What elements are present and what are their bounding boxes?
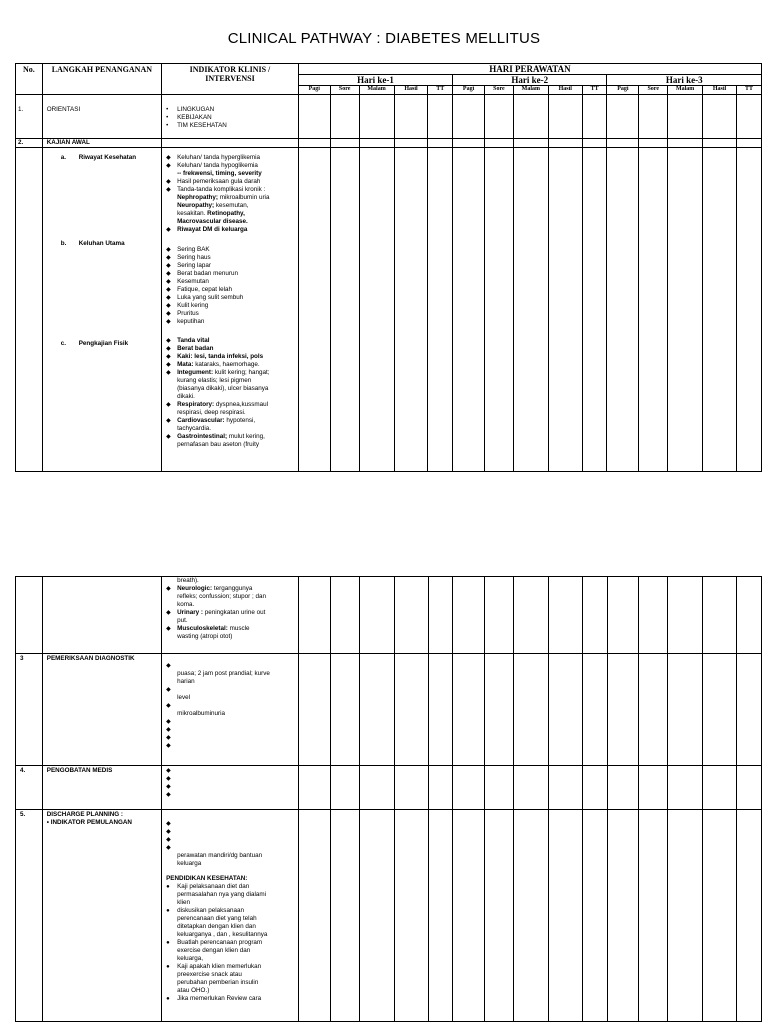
grid-cell: [359, 95, 394, 139]
grid-cell: [359, 810, 394, 1022]
grid-cell: [668, 148, 703, 472]
header-day-3: Hari ke-3: [607, 75, 762, 86]
grid-cell: [513, 766, 548, 810]
grid-cell: [607, 654, 639, 766]
row-number: 3: [16, 654, 43, 766]
grid-cell: [330, 577, 359, 654]
grid-cell: [428, 148, 453, 472]
grid-cell: [394, 95, 428, 139]
diamond-bullet-icon: ◆: [166, 776, 171, 782]
row-indicators: ◆ Keluhan/ tanda hyperglikemia ◆ Keluhan/ tanda hypoglikemia -- frekwensi, timing, severity ◆ Hasil pemeriksaan gula darah ◆ Tanda-tanda komplikasi kronik : Nephropathy; mikroalbumin uria Neuropathy; kesemutan, kesakitan. Retinopathy, Macrovascular disease. ◆ Riwayat DM di keluarga ◆ Sering BAK ◆ Sering haus ◆ Sering lapar ◆ Berat badan menurun ◆ Kesemutan ◆ Fatique, cepat lelah ◆ Luka yang sulit sembuh ◆ Kulit kering ◆ Pruritus ◆ keputihan ◆ Tanda vital ◆ Berat badan ◆ Kaki: lesi, tanda infeksi, pols ◆ Mata: kataraks, haemorhage. ◆ Integument: kulit kering; hangat; kurang elastis; lesi pigmen (biasanya dikaki), ulcer biasanya dikaki. ◆ Respiratory: dyspnea,kussmaul respirasi, deep respirasi. ◆ Cardiovascular: hypotensi, tachycardia. ◆ Gastrointestinal; mulut kering, pernafasan bau aseton (fruity: [162, 148, 299, 472]
grid-cell: [513, 139, 548, 148]
grid-cell: [513, 577, 548, 654]
diamond-bullet-icon: ◆: [166, 735, 171, 741]
grid-cell: [453, 766, 485, 810]
grid-cell: [485, 139, 514, 148]
grid-cell: [703, 148, 737, 472]
grid-cell: [453, 810, 485, 1022]
grid-cell: [639, 654, 668, 766]
grid-cell: [485, 810, 514, 1022]
subcol-malam: Malam: [513, 86, 548, 95]
row-diagnostik: [16, 654, 762, 766]
row-indicators: ◆ puasa; 2 jam post prandial; kurve harian ◆ level ◆ mikroalbuminuria ◆ ◆ ◆ ◆: [162, 654, 299, 766]
subcol-pagi: Pagi: [453, 86, 485, 95]
diamond-bullet-icon: ◆: [166, 829, 171, 835]
diamond-bullet-icon: ◆: [166, 727, 171, 733]
row-step: [42, 95, 161, 139]
grid-cell: [298, 766, 330, 810]
header-indikator-line2: INTERVENSI: [205, 74, 255, 83]
grid-cell: [16, 148, 43, 472]
row-step-label: PEMERIKSAAN DIAGNOSTIK: [42, 654, 161, 766]
row-indicators: ◆ ◆ ◆ ◆ perawatan mandiri/dg bantuan keluarga PENDIDIKAN KESEHATAN: ● Kaji pelaksanaan diet dan permasalahan nya yang dialami klien ● diskusikan pelaksanaan perencanaan diet yang telah ditetapkan dengan klien dan keluarganya , dan , kesulitannya ● Buatlah perencanaan program exercise dengan klien dan keluarga, ● Kaji apakah klien memerlukan preexercise snack atau perubahan pemberian insulin atau OHO.) ● Jika memerlukan Review cara: [162, 810, 299, 1022]
grid-cell: [359, 766, 394, 810]
row-number: 4.: [16, 766, 43, 810]
grid-cell: [737, 766, 762, 810]
bullet-icon: ●: [166, 996, 170, 1002]
grid-cell: [607, 810, 639, 1022]
row-kajian-awal: [16, 139, 762, 148]
header-hari-perawatan: HARI PERAWATAN: [298, 64, 761, 75]
grid-cell: [298, 139, 330, 148]
diamond-bullet-icon: ◆: [166, 303, 171, 309]
diamond-bullet-icon: ◆: [166, 610, 171, 616]
grid-cell: [485, 95, 514, 139]
grid-cell: [330, 95, 359, 139]
header-indikator-line1: INDIKATOR KLINIS /: [189, 65, 271, 74]
grid-cell: [330, 148, 359, 472]
diamond-bullet-icon: ◆: [166, 837, 171, 843]
diamond-bullet-icon: ◆: [166, 362, 171, 368]
grid-cell: [607, 139, 639, 148]
row-number: 5.: [16, 810, 43, 1022]
diamond-bullet-icon: ◆: [166, 418, 171, 424]
row-discharge: [16, 810, 762, 1022]
grid-cell: [668, 139, 703, 148]
grid-cell: [428, 577, 453, 654]
grid-cell: [639, 139, 668, 148]
indicator-item: LINGKUGAN: [177, 106, 215, 113]
grid-cell: [330, 766, 359, 810]
grid-cell: [639, 577, 668, 654]
grid-cell: [298, 148, 330, 472]
diamond-bullet-icon: ◆: [166, 187, 171, 193]
grid-cell: [330, 810, 359, 1022]
diamond-bullet-icon: ◆: [166, 586, 171, 592]
diamond-bullet-icon: ◆: [166, 179, 171, 185]
bullet-icon: •: [166, 107, 169, 113]
bullet-icon: ●: [166, 940, 170, 946]
bullet-icon: •: [166, 115, 169, 121]
grid-cell: [42, 577, 161, 654]
grid-cell: [394, 766, 428, 810]
grid-cell: [359, 139, 394, 148]
grid-cell: [513, 654, 548, 766]
substep-fisik: c. Pengkajian Fisik: [60, 340, 129, 347]
grid-cell: [428, 95, 453, 139]
indicator-item: KEBIJAKAN: [177, 114, 212, 121]
diamond-bullet-icon: ◆: [166, 311, 171, 317]
diamond-bullet-icon: ◆: [166, 626, 171, 632]
grid-cell: [298, 654, 330, 766]
diamond-bullet-icon: ◆: [166, 792, 171, 798]
row-kajian-body: [16, 148, 762, 472]
diamond-bullet-icon: ◆: [166, 338, 171, 344]
grid-cell: [485, 148, 514, 472]
diamond-bullet-icon: ◆: [166, 155, 171, 161]
grid-cell: [298, 577, 330, 654]
grid-cell: [394, 810, 428, 1022]
row-kajian-continued: [16, 577, 762, 654]
grid-cell: [607, 148, 639, 472]
grid-cell: [639, 95, 668, 139]
diamond-bullet-icon: ◆: [166, 263, 171, 269]
grid-cell: [737, 95, 762, 139]
diamond-bullet-icon: ◆: [166, 687, 171, 693]
grid-cell: [485, 654, 514, 766]
grid-cell: [703, 95, 737, 139]
grid-cell: [513, 810, 548, 1022]
grid-cell: [548, 139, 582, 148]
diamond-bullet-icon: ◆: [166, 663, 171, 669]
grid-cell: [582, 810, 607, 1022]
grid-cell: [453, 654, 485, 766]
subcol-malam: Malam: [668, 86, 703, 95]
diamond-bullet-icon: ◆: [166, 743, 171, 749]
row-indicators: breath). ◆ Neurologic: terganggunya refleks; confussion; stupor ; dan koma. ◆ Urinary : peningkatan urine out put. ◆ Musculoskeletal: muscle wasting (atropi otot): [162, 577, 299, 654]
diamond-bullet-icon: ◆: [166, 319, 171, 325]
row-number-text: 1.: [18, 106, 24, 113]
grid-cell: [582, 654, 607, 766]
diamond-bullet-icon: ◆: [166, 784, 171, 790]
substep-keluhan: b. Keluhan Utama: [60, 240, 125, 247]
grid-cell: [394, 577, 428, 654]
row-number: 2.: [16, 139, 43, 148]
grid-cell: [548, 577, 582, 654]
diamond-bullet-icon: ◆: [166, 255, 171, 261]
subcol-malam: Malam: [359, 86, 394, 95]
grid-cell: [548, 148, 582, 472]
grid-cell: [513, 95, 548, 139]
grid-cell: [394, 139, 428, 148]
row-step-label: DISCHARGE PLANNING :: [46, 811, 124, 818]
grid-cell: [703, 577, 737, 654]
subcol-sore: Sore: [639, 86, 668, 95]
grid-cell: [639, 148, 668, 472]
grid-cell: [453, 577, 485, 654]
subcol-tt: TT: [737, 86, 762, 95]
grid-cell: [485, 766, 514, 810]
diamond-bullet-icon: ◆: [166, 346, 171, 352]
bullet-icon: ●: [166, 884, 170, 890]
grid-cell: [513, 148, 548, 472]
grid-cell: [428, 810, 453, 1022]
diamond-bullet-icon: ◆: [166, 287, 171, 293]
row-number: [16, 95, 43, 139]
grid-cell: [737, 139, 762, 148]
grid-cell: [428, 654, 453, 766]
substep-riwayat: a. Riwayat Kesehatan: [60, 154, 137, 161]
grid-cell: [394, 148, 428, 472]
grid-cell: [737, 810, 762, 1022]
grid-cell: [330, 139, 359, 148]
diamond-bullet-icon: ◆: [166, 768, 171, 774]
subcol-tt: TT: [582, 86, 607, 95]
diamond-bullet-icon: ◆: [166, 821, 171, 827]
row-indicators: [162, 766, 299, 810]
subcol-pagi: Pagi: [298, 86, 330, 95]
grid-cell: [639, 766, 668, 810]
header-day-1: Hari ke-1: [298, 75, 452, 86]
grid-cell: [548, 766, 582, 810]
grid-cell: [485, 577, 514, 654]
diamond-bullet-icon: ◆: [166, 354, 171, 360]
grid-cell: [162, 139, 299, 148]
subcol-sore: Sore: [330, 86, 359, 95]
diamond-bullet-icon: ◆: [166, 402, 171, 408]
header-no: No.: [16, 64, 43, 95]
header-langkah: LANGKAH PENANGANAN: [42, 64, 161, 95]
page-title: CLINICAL PATHWAY : DIABETES MELLITUS: [227, 30, 541, 47]
subcol-hasil: Hasil: [394, 86, 428, 95]
row-step-label: ORIENTASI: [46, 106, 81, 113]
diamond-bullet-icon: ◆: [166, 703, 171, 709]
subcol-hasil: Hasil: [703, 86, 737, 95]
grid-cell: [582, 766, 607, 810]
grid-cell: [582, 95, 607, 139]
grid-cell: [453, 148, 485, 472]
grid-cell: [359, 148, 394, 472]
indicator-item: TIM KESEHATAN: [177, 122, 227, 129]
subcol-sore: Sore: [485, 86, 514, 95]
grid-cell: [668, 766, 703, 810]
row-indicators: [162, 95, 299, 139]
diamond-bullet-icon: ◆: [166, 845, 171, 851]
grid-cell: [453, 95, 485, 139]
diamond-bullet-icon: ◆: [166, 434, 171, 440]
subcol-pagi: Pagi: [607, 86, 639, 95]
grid-cell: [737, 577, 762, 654]
grid-cell: [298, 810, 330, 1022]
grid-cell: [428, 139, 453, 148]
row-substep-label: • INDIKATOR PEMULANGAN: [46, 819, 132, 826]
grid-cell: [703, 654, 737, 766]
grid-cell: [453, 139, 485, 148]
subcol-tt: TT: [428, 86, 453, 95]
row-step: [42, 810, 161, 1022]
header-day-2: Hari ke-2: [453, 75, 607, 86]
diamond-bullet-icon: ◆: [166, 227, 171, 233]
subcol-hasil: Hasil: [548, 86, 582, 95]
diamond-bullet-icon: ◆: [166, 271, 171, 277]
diamond-bullet-icon: ◆: [166, 247, 171, 253]
grid-cell: [607, 95, 639, 139]
grid-cell: [703, 766, 737, 810]
diamond-bullet-icon: ◆: [166, 163, 171, 169]
bullet-icon: •: [166, 123, 169, 129]
grid-cell: [428, 766, 453, 810]
grid-cell: [737, 654, 762, 766]
grid-cell: [668, 577, 703, 654]
grid-cell: [298, 95, 330, 139]
grid-cell: [548, 654, 582, 766]
grid-cell: [703, 139, 737, 148]
row-orientasi: [16, 95, 762, 139]
bullet-icon: ●: [166, 908, 170, 914]
bullet-icon: ●: [166, 964, 170, 970]
grid-cell: [582, 139, 607, 148]
diamond-bullet-icon: ◆: [166, 370, 171, 376]
diamond-bullet-icon: ◆: [166, 295, 171, 301]
grid-cell: [394, 654, 428, 766]
grid-cell: [582, 148, 607, 472]
grid-cell: [703, 810, 737, 1022]
grid-cell: [607, 766, 639, 810]
grid-cell: [668, 95, 703, 139]
grid-cell: [359, 577, 394, 654]
grid-cell: [359, 654, 394, 766]
grid-cell: [668, 810, 703, 1022]
diamond-bullet-icon: ◆: [166, 719, 171, 725]
grid-cell: [582, 577, 607, 654]
row-steps: [42, 148, 161, 472]
grid-cell: [639, 810, 668, 1022]
grid-cell: [607, 577, 639, 654]
grid-cell: [330, 654, 359, 766]
grid-cell: [16, 577, 43, 654]
pathway-table-page1: [15, 63, 762, 472]
row-pengobatan: [16, 766, 762, 810]
grid-cell: [668, 654, 703, 766]
pathway-table-page2: [15, 576, 762, 1022]
grid-cell: [548, 95, 582, 139]
diamond-bullet-icon: ◆: [166, 279, 171, 285]
grid-cell: [737, 148, 762, 472]
row-step-label: PENGOBATAN MEDIS: [42, 766, 161, 810]
section-pendidikan: PENDIDIKAN KESEHATAN:: [166, 875, 248, 882]
header-indikator: [162, 64, 299, 95]
row-step-label: KAJIAN AWAL: [42, 139, 161, 148]
grid-cell: [548, 810, 582, 1022]
